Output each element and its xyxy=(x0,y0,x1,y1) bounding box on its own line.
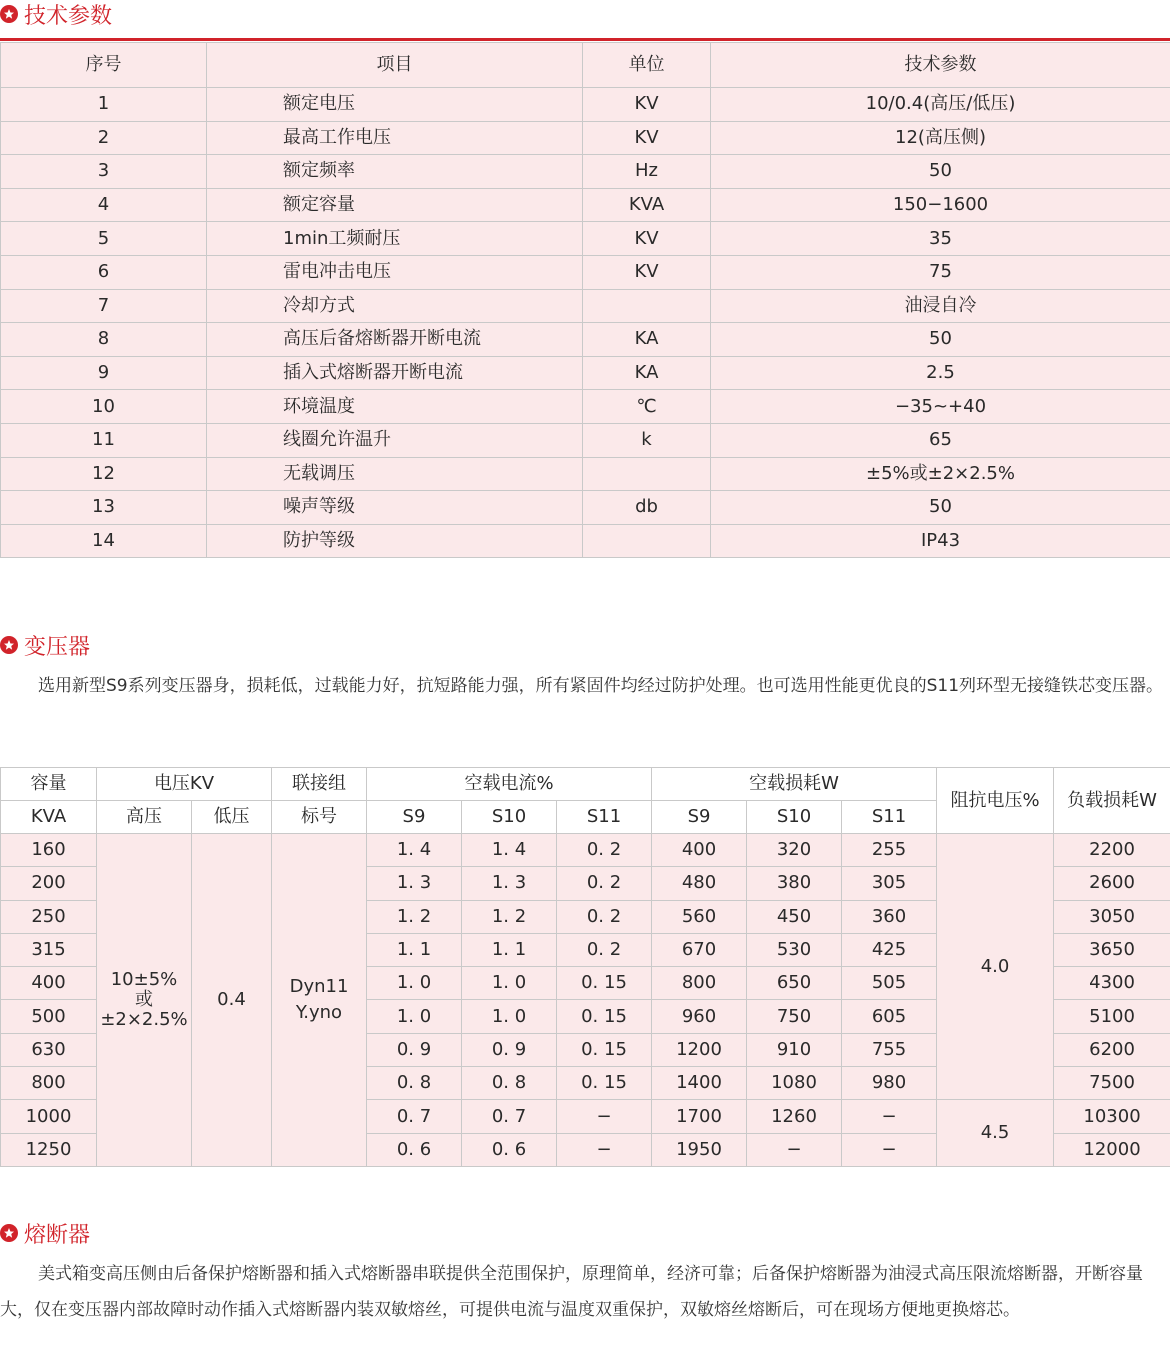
header-cell: 项目 xyxy=(207,43,583,88)
conn-line: Y.yno xyxy=(295,1001,343,1023)
row-index: 10 xyxy=(1,390,207,424)
value-cell: 0. 15 xyxy=(557,1033,652,1066)
row-index: 3 xyxy=(1,155,207,189)
capacity-cell: 1250 xyxy=(1,1133,97,1166)
row-index: 8 xyxy=(1,323,207,357)
row-value: 35 xyxy=(711,222,1170,256)
capacity-cell: 500 xyxy=(1,1000,97,1033)
capacity-cell: 800 xyxy=(1,1067,97,1100)
conn-merged-cell xyxy=(272,834,367,1167)
header-s10: S10 xyxy=(747,801,842,834)
row-value: ±5%或±2×2.5% xyxy=(711,457,1170,491)
header-lv: 低压 xyxy=(192,801,272,834)
value-cell: − xyxy=(557,1100,652,1133)
value-cell: 0. 9 xyxy=(367,1033,462,1066)
row-item: 额定容量 xyxy=(207,188,583,222)
load-loss-cell: 4300 xyxy=(1054,967,1170,1000)
value-cell: 605 xyxy=(842,1000,937,1033)
row-unit: KV xyxy=(583,88,711,122)
transformer-table xyxy=(0,767,1170,1167)
value-cell: 530 xyxy=(747,933,842,966)
value-cell: 0. 15 xyxy=(557,967,652,1000)
row-unit: Hz xyxy=(583,155,711,189)
value-cell: 425 xyxy=(842,933,937,966)
row-index: 13 xyxy=(1,491,207,525)
header-s11: S11 xyxy=(842,801,937,834)
row-value: 2.5 xyxy=(711,356,1170,390)
table-row xyxy=(1,356,1170,390)
value-cell: 960 xyxy=(652,1000,747,1033)
header-row-1 xyxy=(1,768,1170,801)
load-loss-cell: 7500 xyxy=(1054,1067,1170,1100)
table-row xyxy=(1,491,1170,525)
load-loss-cell: 12000 xyxy=(1054,1133,1170,1166)
value-cell: 755 xyxy=(842,1033,937,1066)
capacity-cell: 1000 xyxy=(1,1100,97,1133)
table-row xyxy=(1,121,1170,155)
header-s10: S10 xyxy=(462,801,557,834)
row-item: 环境温度 xyxy=(207,390,583,424)
value-cell: 0. 15 xyxy=(557,1000,652,1033)
row-unit: KVA xyxy=(583,188,711,222)
value-cell: 1400 xyxy=(652,1067,747,1100)
row-unit: KA xyxy=(583,356,711,390)
row-unit: k xyxy=(583,423,711,457)
row-unit: ℃ xyxy=(583,390,711,424)
header-cell: 单位 xyxy=(583,43,711,88)
value-cell: 980 xyxy=(842,1067,937,1100)
row-index: 2 xyxy=(1,121,207,155)
row-value: 65 xyxy=(711,423,1170,457)
value-cell: 0. 6 xyxy=(367,1133,462,1166)
header-s9: S9 xyxy=(652,801,747,834)
value-cell: 255 xyxy=(842,834,937,867)
row-item: 冷却方式 xyxy=(207,289,583,323)
header-noload-loss: 空载损耗W xyxy=(652,768,937,801)
load-loss-cell: 3050 xyxy=(1054,900,1170,933)
capacity-cell: 250 xyxy=(1,900,97,933)
row-index: 14 xyxy=(1,524,207,558)
value-cell: 1. 0 xyxy=(367,1000,462,1033)
row-item: 高压后备熔断器开断电流 xyxy=(207,323,583,357)
row-value: 油浸自冷 xyxy=(711,289,1170,323)
value-cell: − xyxy=(557,1133,652,1166)
row-item: 线圈允许温升 xyxy=(207,423,583,457)
row-item: 额定电压 xyxy=(207,88,583,122)
row-unit: db xyxy=(583,491,711,525)
value-cell: 800 xyxy=(652,967,747,1000)
value-cell: − xyxy=(747,1133,842,1166)
star-icon xyxy=(0,636,18,654)
value-cell: 505 xyxy=(842,967,937,1000)
header-cell: 技术参数 xyxy=(711,43,1170,88)
section-title-fuse xyxy=(0,1219,90,1247)
table-row xyxy=(1,524,1170,558)
row-value: 12(高压侧) xyxy=(711,121,1170,155)
hv-line: ±2×2.5% xyxy=(100,1008,188,1030)
table-row xyxy=(1,390,1170,424)
row-item: 1min工频耐压 xyxy=(207,222,583,256)
paragraph-text: 美式箱变高压侧由后备保护熔断器和插入式熔断器串联提供全范围保护，原理简单，经济可靠；后备保护熔断器为油浸式高压限流熔断器，开断容量大，仅在变压器内部故障时动作插入式熔断器内装双敏熔丝，可提供电流与温度双重保护，双敏熔丝熔断后，可在现场方便地更换熔芯。 xyxy=(0,1264,1143,1320)
params-header-row xyxy=(1,43,1170,88)
header-capacity-unit: KVA xyxy=(1,801,97,834)
row-value: IP43 xyxy=(711,524,1170,558)
row-item: 防护等级 xyxy=(207,524,583,558)
value-cell: 450 xyxy=(747,900,842,933)
value-cell: 1080 xyxy=(747,1067,842,1100)
table-row xyxy=(1,289,1170,323)
value-cell: 400 xyxy=(652,834,747,867)
row-index: 12 xyxy=(1,457,207,491)
star-icon xyxy=(0,1224,18,1242)
value-cell: 360 xyxy=(842,900,937,933)
value-cell: 750 xyxy=(747,1000,842,1033)
row-index: 9 xyxy=(1,356,207,390)
capacity-cell: 400 xyxy=(1,967,97,1000)
hv-line: 10±5% xyxy=(110,969,178,991)
value-cell: 1. 0 xyxy=(462,1000,557,1033)
load-loss-cell: 6200 xyxy=(1054,1033,1170,1066)
value-cell: 650 xyxy=(747,967,842,1000)
conn-line: Dyn11 xyxy=(289,976,349,998)
row-unit: KA xyxy=(583,323,711,357)
row-value: 150−1600 xyxy=(711,188,1170,222)
value-cell: 560 xyxy=(652,900,747,933)
table-row xyxy=(1,88,1170,122)
value-cell: 1. 1 xyxy=(462,933,557,966)
header-noload-current: 空载电流% xyxy=(367,768,652,801)
impedance-cell: 4.5 xyxy=(937,1100,1054,1167)
value-cell: 910 xyxy=(747,1033,842,1066)
row-index: 5 xyxy=(1,222,207,256)
table-row xyxy=(1,834,1170,867)
table-row xyxy=(1,323,1170,357)
value-cell: 1. 0 xyxy=(367,967,462,1000)
capacity-cell: 315 xyxy=(1,933,97,966)
capacity-cell: 160 xyxy=(1,834,97,867)
capacity-cell: 200 xyxy=(1,867,97,900)
table-row xyxy=(1,255,1170,289)
row-unit xyxy=(583,524,711,558)
header-hv: 高压 xyxy=(97,801,192,834)
table-row xyxy=(1,423,1170,457)
row-item: 插入式熔断器开断电流 xyxy=(207,356,583,390)
header-conn: 联接组 xyxy=(272,768,367,801)
value-cell: 670 xyxy=(652,933,747,966)
star-icon xyxy=(0,5,18,23)
title-rule xyxy=(0,38,1170,41)
row-item: 噪声等级 xyxy=(207,491,583,525)
row-unit: KV xyxy=(583,121,711,155)
value-cell: 480 xyxy=(652,867,747,900)
value-cell: 0. 6 xyxy=(462,1133,557,1166)
value-cell: 1. 4 xyxy=(462,834,557,867)
value-cell: 1200 xyxy=(652,1033,747,1066)
hv-line: 或 xyxy=(135,989,153,1011)
header-voltage: 电压KV xyxy=(97,768,272,801)
row-unit: KV xyxy=(583,255,711,289)
value-cell: 1. 2 xyxy=(462,900,557,933)
lv-merged-cell: 0.4 xyxy=(192,834,272,1167)
value-cell: 1. 4 xyxy=(367,834,462,867)
value-cell: 0. 2 xyxy=(557,834,652,867)
section-title-text: 熔断器 xyxy=(24,1222,91,1248)
value-cell: 1. 0 xyxy=(462,967,557,1000)
row-item: 最高工作电压 xyxy=(207,121,583,155)
value-cell: 1. 3 xyxy=(367,867,462,900)
fuse-paragraph xyxy=(0,1256,1170,1328)
value-cell: 320 xyxy=(747,834,842,867)
header-capacity: 容量 xyxy=(1,768,97,801)
row-unit xyxy=(583,457,711,491)
row-value: 75 xyxy=(711,255,1170,289)
section-title-tech xyxy=(0,0,112,28)
table-row xyxy=(1,155,1170,189)
header-s9: S9 xyxy=(367,801,462,834)
value-cell: 1950 xyxy=(652,1133,747,1166)
row-index: 1 xyxy=(1,88,207,122)
row-index: 11 xyxy=(1,423,207,457)
row-value: −35~+40 xyxy=(711,390,1170,424)
table-row xyxy=(1,188,1170,222)
value-cell: 1. 2 xyxy=(367,900,462,933)
row-value: 50 xyxy=(711,491,1170,525)
section-title-transformer xyxy=(0,631,90,659)
transformer-paragraph xyxy=(0,668,1170,704)
value-cell: 1. 3 xyxy=(462,867,557,900)
load-loss-cell: 10300 xyxy=(1054,1100,1170,1133)
load-loss-cell: 5100 xyxy=(1054,1000,1170,1033)
value-cell: 0. 9 xyxy=(462,1033,557,1066)
value-cell: 1700 xyxy=(652,1100,747,1133)
row-index: 4 xyxy=(1,188,207,222)
value-cell: 0. 2 xyxy=(557,867,652,900)
value-cell: 0. 2 xyxy=(557,900,652,933)
header-load-loss: 负载损耗W xyxy=(1054,768,1170,834)
header-cell: 序号 xyxy=(1,43,207,88)
load-loss-cell: 2200 xyxy=(1054,834,1170,867)
table-row xyxy=(1,222,1170,256)
impedance-cell: 4.0 xyxy=(937,834,1054,1100)
hv-merged-cell xyxy=(97,834,192,1167)
header-s11: S11 xyxy=(557,801,652,834)
header-conn-2: 标号 xyxy=(272,801,367,834)
value-cell: 1. 1 xyxy=(367,933,462,966)
capacity-cell: 630 xyxy=(1,1033,97,1066)
value-cell: 380 xyxy=(747,867,842,900)
row-unit: KV xyxy=(583,222,711,256)
row-item: 雷电冲击电压 xyxy=(207,255,583,289)
section-title-text: 变压器 xyxy=(24,634,91,660)
section-title-text: 技术参数 xyxy=(24,3,113,29)
params-table xyxy=(0,42,1170,558)
load-loss-cell: 2600 xyxy=(1054,867,1170,900)
row-value: 10/0.4(高压/低压) xyxy=(711,88,1170,122)
table-row xyxy=(1,457,1170,491)
row-item: 无载调压 xyxy=(207,457,583,491)
value-cell: 0. 7 xyxy=(462,1100,557,1133)
row-value: 50 xyxy=(711,323,1170,357)
row-value: 50 xyxy=(711,155,1170,189)
header-impedance: 阻抗电压% xyxy=(937,768,1054,834)
row-index: 6 xyxy=(1,255,207,289)
value-cell: 0. 15 xyxy=(557,1067,652,1100)
row-item: 额定频率 xyxy=(207,155,583,189)
value-cell: 305 xyxy=(842,867,937,900)
row-unit xyxy=(583,289,711,323)
value-cell: 0. 2 xyxy=(557,933,652,966)
value-cell: 1260 xyxy=(747,1100,842,1133)
value-cell: 0. 7 xyxy=(367,1100,462,1133)
value-cell: 0. 8 xyxy=(367,1067,462,1100)
value-cell: − xyxy=(842,1100,937,1133)
value-cell: 0. 8 xyxy=(462,1067,557,1100)
paragraph-text: 选用新型S9系列变压器身，损耗低，过载能力好，抗短路能力强，所有紧固件均经过防护处理。也可选用性能更优良的S11列环型无接缝铁芯变压器。 xyxy=(38,676,1164,696)
value-cell: − xyxy=(842,1133,937,1166)
load-loss-cell: 3650 xyxy=(1054,933,1170,966)
row-index: 7 xyxy=(1,289,207,323)
